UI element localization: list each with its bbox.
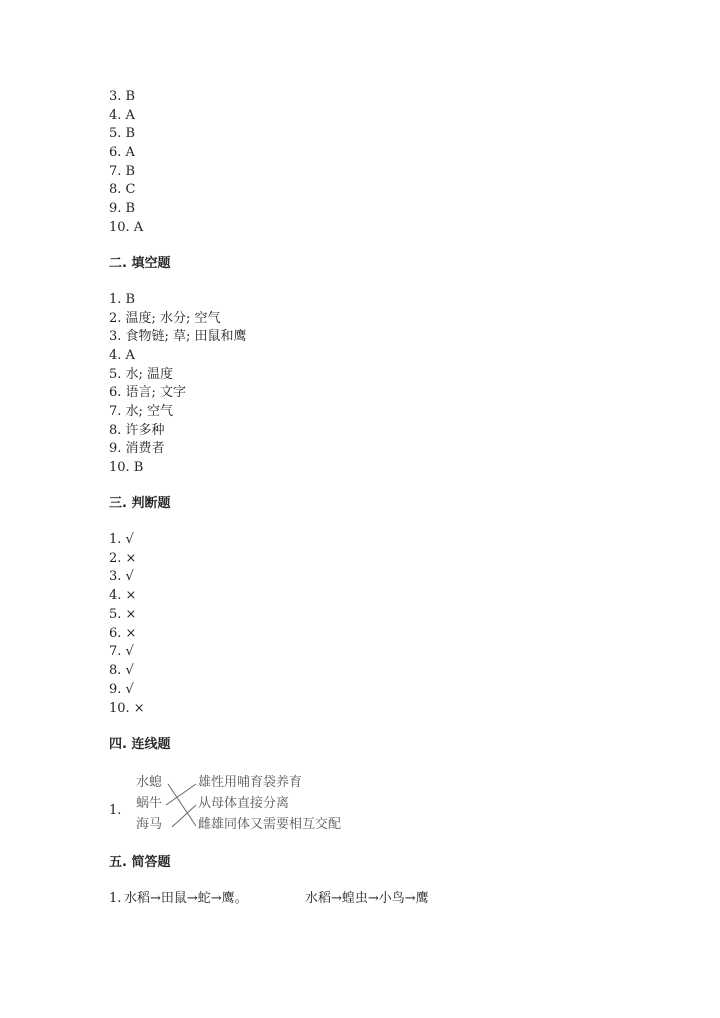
fill-answer-2: 2. 温度; 水分; 空气	[109, 311, 221, 326]
section-heading-matching: 四. 连线题	[109, 737, 171, 752]
choice-answer-4: 4. A	[109, 108, 135, 123]
judge-answer-8: 8. √	[109, 663, 134, 678]
choice-answer-8: 8. C	[109, 182, 136, 197]
food-chain-1: 水稻→田鼠→蛇→鹰。	[124, 891, 248, 906]
fill-answer-4: 4. A	[109, 348, 135, 363]
matching-left-item-3: 海马	[136, 817, 163, 832]
food-chain-2: 水稻→蝗虫→小鸟→鹰	[305, 891, 429, 906]
judge-answer-9: 9. √	[109, 682, 134, 697]
judge-answer-1: 1. √	[109, 532, 134, 547]
judge-answer-5: 5. ×	[109, 607, 137, 622]
link-line-2	[166, 784, 196, 805]
fill-answer-7: 7. 水; 空气	[109, 404, 174, 419]
fill-answer-5: 5. 水; 温度	[109, 367, 174, 382]
link-line-1	[168, 784, 196, 826]
section-heading-short-answer: 五. 简答题	[109, 855, 171, 870]
matching-right-item-2: 从母体直接分离	[198, 796, 290, 811]
judge-answer-3: 3. √	[109, 569, 134, 584]
judge-answer-6: 6. ×	[109, 626, 137, 641]
link-line-3	[172, 805, 196, 827]
section-heading-true-false: 三. 判断题	[109, 496, 171, 511]
choice-answer-9: 9. B	[109, 201, 136, 216]
matching-right-item-1: 雄性用哺育袋养育	[198, 775, 303, 790]
judge-answer-10: 10. ×	[109, 701, 145, 716]
short-answer-prefix: 1.	[109, 891, 122, 906]
judge-answer-4: 4. ×	[109, 588, 137, 603]
section-heading-fill-blank: 二. 填空题	[109, 256, 171, 271]
choice-answer-5: 5. B	[109, 126, 136, 141]
matching-left-item-2: 蜗牛	[136, 796, 163, 811]
choice-answer-10: 10. A	[109, 220, 144, 235]
fill-answer-6: 6. 语言; 文字	[109, 385, 187, 400]
fill-answer-3: 3. 食物链; 草; 田鼠和鹰	[109, 329, 247, 344]
matching-left-item-1: 水螅	[136, 775, 163, 790]
judge-answer-7: 7. √	[109, 644, 134, 659]
matching-question-number: 1.	[109, 803, 122, 818]
choice-answer-6: 6. A	[109, 145, 135, 160]
fill-answer-10: 10. B	[109, 460, 144, 475]
fill-answer-9: 9. 消费者	[109, 441, 165, 456]
fill-answer-8: 8. 许多种	[109, 423, 165, 438]
choice-answer-7: 7. B	[109, 164, 136, 179]
judge-answer-2: 2. ×	[109, 551, 137, 566]
choice-answer-3: 3. B	[109, 89, 136, 104]
matching-right-item-3: 雌雄同体又需要相互交配	[198, 817, 342, 832]
fill-answer-1: 1. B	[109, 292, 136, 307]
